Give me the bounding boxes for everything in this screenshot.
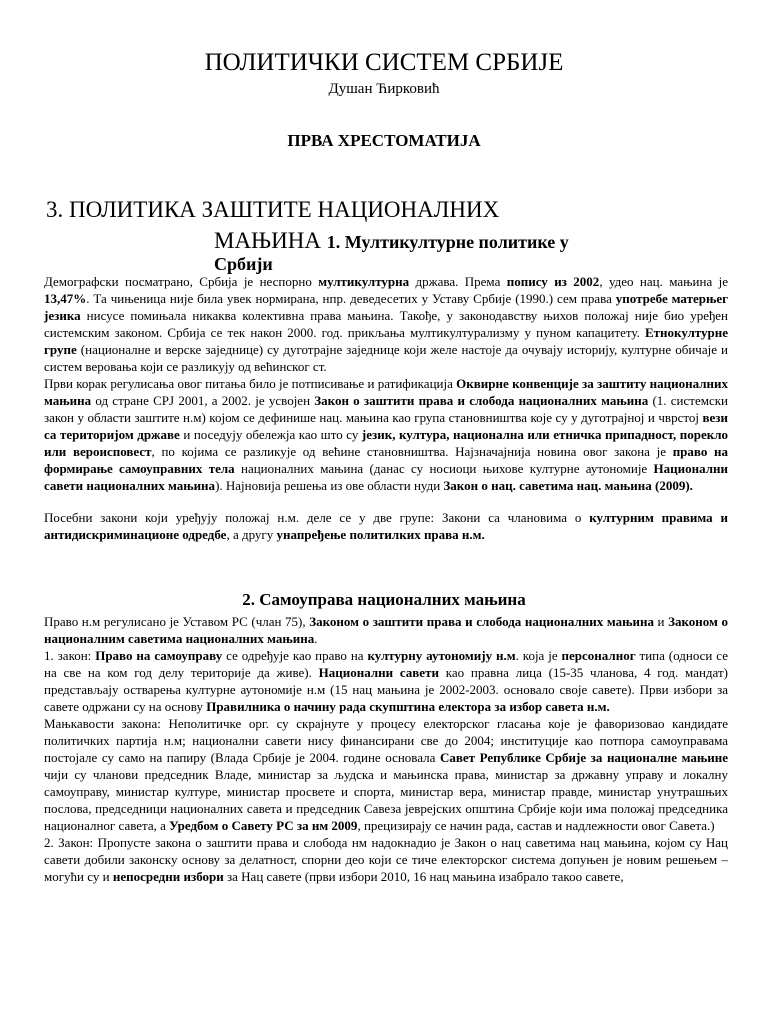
paragraph xyxy=(44,647,728,715)
bold-text: Правилника о начину рада скупштина електора за избор савета н.м. xyxy=(206,699,610,714)
bold-text: попису из 2002 xyxy=(506,274,600,289)
bold-text: употребе матерњег језика xyxy=(44,291,728,323)
text-run: за Нац савете (први избори 2010, 16 нац мањина изабрало такоо савете, xyxy=(223,869,624,884)
bold-text: вези са територијом државе xyxy=(44,410,728,442)
text-run: чији су чланови председник Владе, министар за људска и мањинска права, министар за државну управу и локалну самоуправу, министар културе, министар просвете и спорта, министар вера, министар правде, министар унутрашњих послова, председници националних савета и председник Савеза јеврејских општина Србије који има положај председника националног савета, а xyxy=(44,767,728,833)
text-run: . xyxy=(314,631,318,646)
text-run: 1. закон: xyxy=(44,648,96,663)
text-run: Право н.м регулисано је Уставом РС (члан 75), xyxy=(44,614,310,629)
text-run: и поседују обележја као што су xyxy=(179,427,362,442)
bold-text: Национални савети xyxy=(318,665,439,680)
document-title: ПОЛИТИЧКИ СИСТЕМ СРБИЈЕ xyxy=(204,49,564,76)
bold-text: Закон о заштити права и слобода националних мањина xyxy=(314,393,649,408)
bold-text: Оквирне конвенције за заштиту националних мањина xyxy=(44,376,728,408)
bold-text: право на формирање самоуправних тела xyxy=(44,444,729,476)
text-run: (1. системски закон у области заштите н.м) којом се дефинише нац. мањина као група становништва које су у дуготрајној и чврстој xyxy=(44,393,728,425)
text-run: се одређује као право на xyxy=(222,648,368,663)
paragraph xyxy=(44,834,728,885)
bold-text: унапређење политилких права н.м. xyxy=(276,527,485,542)
text-run: од стране СРЈ 2001, а 2002. је усвојен xyxy=(91,393,315,408)
paragraph xyxy=(44,273,728,375)
bold-text: Закон о нац. саветима нац. мањина (2009). xyxy=(443,478,693,493)
bold-text: Национални савети националних мањина xyxy=(44,461,729,493)
bold-text: персоналног xyxy=(561,648,636,663)
text-run: као правна лица (15-35 чланова, 4 год. мандат) представљају остварења културне аутономије н.м (15 нац мањина је 2002-2003. основало своје савете). Први избори за савете одржани су на основу xyxy=(44,665,728,714)
section-3-heading: 3. ПОЛИТИКА ЗАШТИТЕ НАЦИОНАЛНИХ xyxy=(46,197,500,222)
text-run: (националне и верске заједнице) су дуготрајне заједнице који желе настоје да очувају историју, културне обичаје и систем веровања који се разликују од већинског ст. xyxy=(44,342,728,374)
bold-text: културну аутономију н.м xyxy=(367,648,516,663)
section-3-subheading: 1. Мултикултурне политике у xyxy=(326,232,569,252)
section-3-heading-continuation: МАЊИНА xyxy=(214,228,321,253)
bold-text: Право на самоуправу xyxy=(95,648,223,663)
bold-text: културним правима и антидискриминационе одредбе xyxy=(44,510,729,542)
document-subtitle: ПРВА ХРЕСТОМАТИЈА xyxy=(287,131,481,150)
paragraph xyxy=(44,375,728,494)
section-2-heading: 2. Самоуправа националних мањина xyxy=(242,590,526,609)
bold-text: Законом о заштити права и слобода националних мањина xyxy=(309,614,654,629)
bold-text: Етнокултурне групе xyxy=(44,325,728,357)
text-run: , удео нац. мањина је xyxy=(599,274,728,289)
text-run: . која је xyxy=(515,648,562,663)
text-run: држава. Према xyxy=(409,274,507,289)
text-run: нисусе помињала никаква колективна права мањина. Такође, у законодавству њихов положај није био уређен системским законом. Србија се тек након 2000. год. прикљања мултикултурализму у пуном капацитету. xyxy=(44,308,728,340)
text-run: ). Најновија решења из ове области нуди xyxy=(215,478,444,493)
section-3-heading-line2 xyxy=(214,228,569,255)
text-run: . Та чињеница није била увек нормирана, нпр. деведесетих у Уставу Србије (1990.) сем права xyxy=(86,291,616,306)
bold-text: мултикултурна xyxy=(318,274,410,289)
section-3-subheading-continuation: Србији xyxy=(214,254,273,274)
text-run: и xyxy=(653,614,669,629)
section-2-body xyxy=(44,613,728,885)
text-run: , а другу xyxy=(226,527,277,542)
text-run: , по којима се разликује од већине становништва. Најзначајнија новина овог закона је xyxy=(151,444,673,459)
paragraph xyxy=(44,509,728,543)
text-run: Посебни закони који уређују положај н.м. деле се у две групе: Закони са члановима о xyxy=(44,510,590,525)
section-3-body xyxy=(44,273,728,543)
text-run: националних мањина (данас су носиоци њихове културне аутономије xyxy=(234,461,654,476)
bold-text: 13,47% xyxy=(44,291,87,306)
paragraph xyxy=(44,715,728,834)
text-run: 2. Закон: Пропусте закона о заштити права и слобода нм надокнадио је Закон о нац саветима нац мањина, којом су Нац савети добили законску основу за делатност, спорни део који се тиче електорског система допуњен је новим решењем – могући су и xyxy=(44,835,728,884)
bold-text: Законом о националним саветима националних мањина xyxy=(44,614,729,646)
bold-text: непосредни избори xyxy=(112,869,224,884)
bold-text: језик, култура, национална или етничка припадност, порекло или вероисповест xyxy=(44,427,729,459)
bold-text: Уредбом о Савету РС за нм 2009 xyxy=(169,818,358,833)
paragraph xyxy=(44,613,728,647)
text-run: Демографски посматрано, Србија је неспорно xyxy=(44,274,319,289)
text-run: Први корак регулисања овог питања било је потписивање и ратификација xyxy=(44,376,457,391)
text-run: Мањкавости закона: Неполитичке орг. су скрајнуте у процесу електорског гласања које је фаворизовао кандидате политичких партија н.м; национални савети нису финансирани све до 2004; институције као потпора самоуправама постојале су само на папиру (Влада Србије је 2004. године основала xyxy=(44,716,728,765)
bold-text: Савет Републике Србије за националне мањине xyxy=(439,750,728,765)
document-author: Душан Ћирковић xyxy=(328,81,440,97)
text-run: , прецизирају се начин рада, састав и надлежности овог Савета.) xyxy=(357,818,715,833)
text-run: типа (односи се на све на ком год делу територије да живе). xyxy=(44,648,729,680)
